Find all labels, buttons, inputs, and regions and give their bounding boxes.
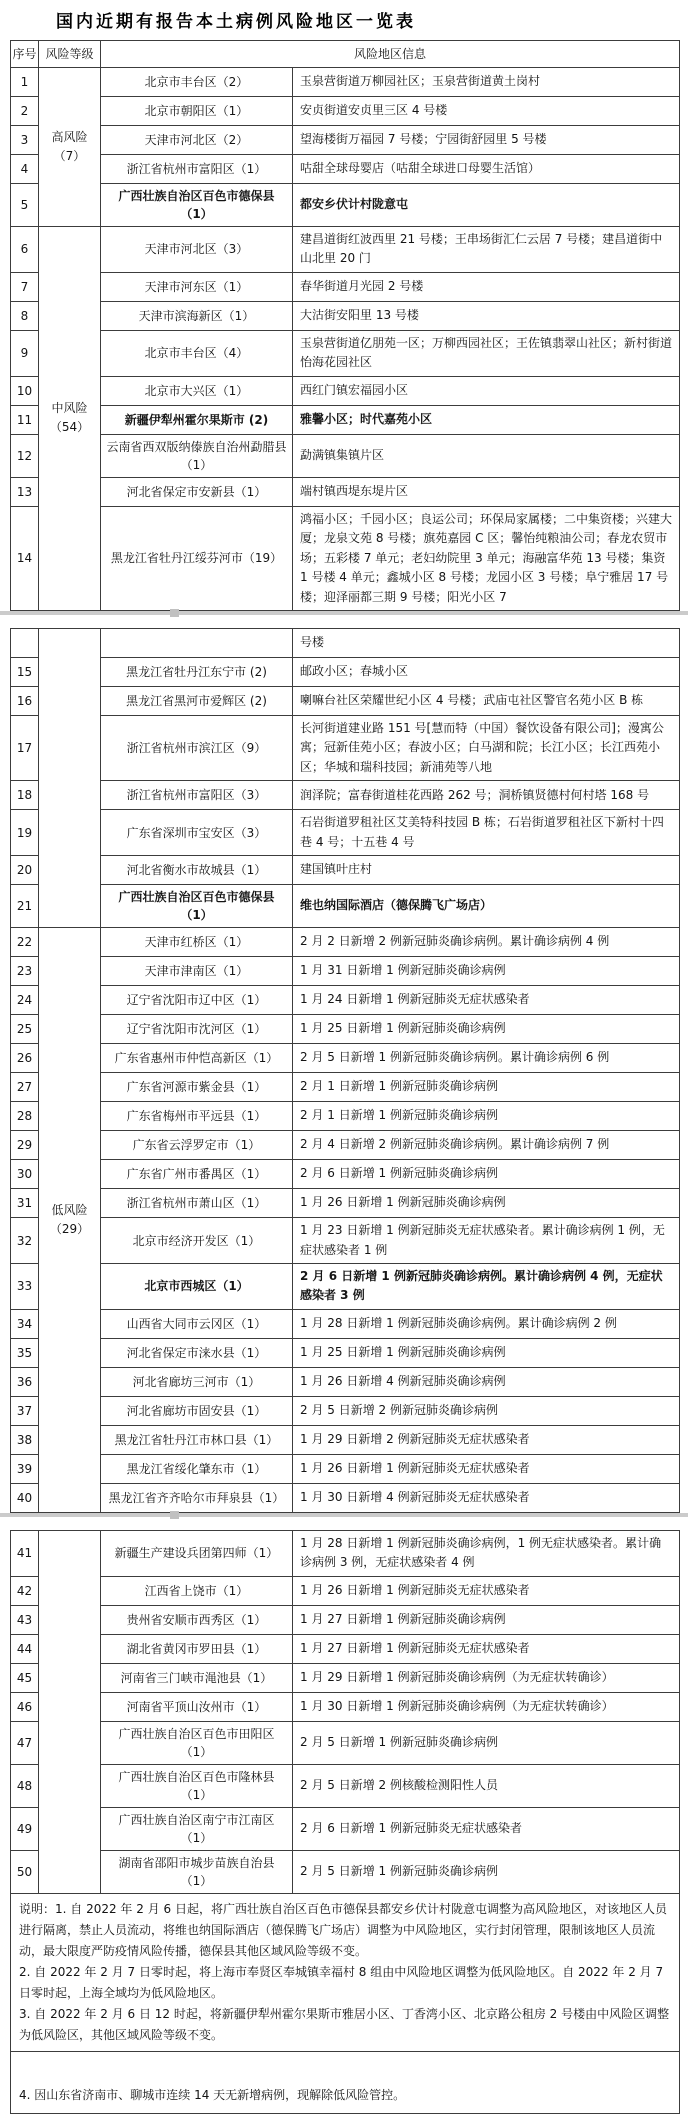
cell-region: 黑龙江省牡丹江市林口县（1） [101,1425,293,1454]
cell-region: 黑龙江省齐齐哈尔市拜泉县（1） [101,1483,293,1512]
cell-region-detail: 2 月 4 日新增 2 例新冠肺炎确诊病例。累计确诊病例 7 例 [293,1131,680,1160]
cell-serial-number: 39 [11,1454,39,1483]
cell-serial-number: 12 [11,434,39,477]
cell-serial-number: 20 [11,856,39,885]
cell-serial-number: 19 [11,810,39,856]
cell-region-detail: 都安乡伏计村陇意屯 [293,184,680,227]
cell-region-detail: 1 月 26 日新增 4 例新冠肺炎确诊病例 [293,1367,680,1396]
cell-region-detail: 号楼 [293,628,680,657]
cell-region-detail: 2 月 5 日新增 1 例新冠肺炎确诊病例 [293,1721,680,1764]
table-row [11,885,680,928]
table-row [11,97,680,126]
cell-region-detail: 1 月 24 日新增 1 例新冠肺炎无症状感染者 [293,986,680,1015]
page-break-band [0,1513,688,1530]
table-row [11,1189,680,1218]
table-row [11,1663,680,1692]
cell-region: 河北省保定市涞水县（1） [101,1338,293,1367]
cell-serial-number: 11 [11,405,39,434]
cell-region: 浙江省杭州市滨江区（9） [101,715,293,780]
table-row [11,1264,680,1310]
table-row [11,1015,680,1044]
cell-serial-number: 45 [11,1663,39,1692]
cell-serial-number: 42 [11,1576,39,1605]
cell-region: 新疆生产建设兵团第四师（1） [101,1530,293,1576]
cell-region-detail: 2 月 5 日新增 1 例新冠肺炎确诊病例 [293,1850,680,1893]
table-row [11,1764,680,1807]
cell-region: 湖北省黄冈市罗田县（1） [101,1634,293,1663]
cell-risk-level: 低风险（29） [39,928,101,1513]
cell-region-detail: 石岩街道罗租社区艾美特科技园 B 栋；石岩街道罗租社区下新村十四巷 4 号；十五巷 4 号 [293,810,680,856]
cell-region: 河北省衡水市故城县（1） [101,856,293,885]
cell-serial-number: 2 [11,97,39,126]
table-row [11,686,680,715]
cell-region: 广西壮族自治区百色市田阳区（1） [101,1721,293,1764]
cell-serial-number: 50 [11,1850,39,1893]
cell-region: 北京市丰台区（4） [101,330,293,376]
header-col-info: 风险地区信息 [101,41,680,68]
table-row [11,1073,680,1102]
table-row [11,1605,680,1634]
cell-region-detail: 1 月 30 日新增 1 例新冠肺炎确诊病例（为无症状转确诊） [293,1692,680,1721]
cell-region-detail: 2 月 6 日新增 1 例新冠肺炎无症状感染者 [293,1807,680,1850]
note-paragraph: 2. 自 2022 年 2 月 7 日零时起，将上海市奉贤区奉城镇幸福村 8 组由中风险地区调整为低风险地区。自 2022 年 2 月 7 日零时起，上海全域均为低风险地区。 [19,1964,664,2000]
cell-serial-number: 17 [11,715,39,780]
cell-serial-number: 16 [11,686,39,715]
cell-region-detail: 1 月 26 日新增 1 例新冠肺炎无症状感染者 [293,1454,680,1483]
table-row [11,301,680,330]
cell-region: 广西壮族自治区百色市隆林县（1） [101,1764,293,1807]
table-row [11,434,680,477]
risk-table-segment [10,1530,680,2114]
cell-region: 广西壮族自治区百色市德保县（1） [101,184,293,227]
cell-region [101,628,293,657]
cell-region: 广东省河源市紫金县（1） [101,1073,293,1102]
cell-region: 黑龙江省牡丹江绥芬河市（19） [101,506,293,610]
cell-region-detail: 1 月 30 日新增 4 例新冠肺炎无症状感染者 [293,1483,680,1512]
cell-serial-number: 26 [11,1044,39,1073]
table-row [11,126,680,155]
cell-region: 辽宁省沈阳市沈河区（1） [101,1015,293,1044]
cell-region-detail: 1 月 27 日新增 1 例新冠肺炎无症状感染者 [293,1634,680,1663]
table-row [11,506,680,610]
cell-serial-number: 23 [11,957,39,986]
table-row [11,272,680,301]
table-row [11,1396,680,1425]
cell-serial-number: 1 [11,68,39,97]
cell-region: 天津市河东区（1） [101,272,293,301]
cell-region: 广东省广州市番禺区（1） [101,1160,293,1189]
cell-region-detail: 勐满镇集镇片区 [293,434,680,477]
cell-serial-number: 22 [11,928,39,957]
cell-region: 河南省平顶山汝州市（1） [101,1692,293,1721]
cell-serial-number: 32 [11,1218,39,1264]
cell-serial-number: 48 [11,1764,39,1807]
cell-serial-number [11,628,39,657]
cell-region-detail: 建国镇叶庄村 [293,856,680,885]
table-row [11,986,680,1015]
cell-serial-number: 37 [11,1396,39,1425]
cell-region: 江西省上饶市（1） [101,1576,293,1605]
header-row [11,41,680,68]
table-row [11,376,680,405]
cell-region-detail: 咕甜全球母婴店（咕甜全球进口母婴生活馆） [293,155,680,184]
cell-region: 河北省保定市安新县（1） [101,477,293,506]
cell-region: 北京市朝阳区（1） [101,97,293,126]
table-row [11,227,680,273]
cell-region-detail: 1 月 25 日新增 1 例新冠肺炎确诊病例 [293,1015,680,1044]
page-title: 国内近期有报告本土病例风险地区一览表 [56,12,416,32]
table-row [11,856,680,885]
cell-serial-number: 9 [11,330,39,376]
cell-region-detail: 西红门镇宏福园小区 [293,376,680,405]
cell-region-detail: 1 月 28 日新增 1 例新冠肺炎确诊病例。累计确诊病例 2 例 [293,1309,680,1338]
table-row [11,330,680,376]
cell-region: 浙江省杭州市萧山区（1） [101,1189,293,1218]
cell-serial-number: 36 [11,1367,39,1396]
cell-region-detail: 2 月 6 日新增 1 例新冠肺炎确诊病例 [293,1160,680,1189]
cell-region: 黑龙江省黑河市爱辉区 (2) [101,686,293,715]
cell-region-detail: 1 月 29 日新增 2 例新冠肺炎无症状感染者 [293,1425,680,1454]
cell-region-detail: 1 月 23 日新增 1 例新冠肺炎无症状感染者。累计确诊病例 1 例，无症状感染者 1 例 [293,1218,680,1264]
cell-serial-number: 29 [11,1131,39,1160]
cell-serial-number: 3 [11,126,39,155]
cell-region-detail: 邮政小区；春城小区 [293,657,680,686]
cell-serial-number: 4 [11,155,39,184]
cell-risk-level: 高风险（7） [39,68,101,227]
cell-serial-number: 13 [11,477,39,506]
cell-serial-number: 10 [11,376,39,405]
cell-serial-number: 47 [11,1721,39,1764]
cell-region-detail: 2 月 1 日新增 1 例新冠肺炎确诊病例 [293,1102,680,1131]
cell-region-detail: 玉泉营街道万柳园社区；玉泉营街道黄土岗村 [293,68,680,97]
cell-region-detail: 长河街道建业路 151 号[慧而特（中国）餐饮设备有限公司]；漫寓公寓；冠新佳苑小区；春波小区；白马湖和院；长江小区；长江西苑小区；华城和瑞科技园；新浦苑等八地 [293,715,680,780]
cell-region-detail: 安贞街道安贞里三区 4 号楼 [293,97,680,126]
table-row [11,68,680,97]
cell-region-detail: 2 月 5 日新增 1 例新冠肺炎确诊病例。累计确诊病例 6 例 [293,1044,680,1073]
table-row [11,1576,680,1605]
cell-serial-number: 28 [11,1102,39,1131]
cell-region: 河北省廊坊市固安县（1） [101,1396,293,1425]
cell-region-detail: 建昌道街红波西里 21 号楼；王串场街汇仁云居 7 号楼；建昌道街中山北里 20 门 [293,227,680,273]
cell-region: 云南省西双版纳傣族自治州勐腊县（1） [101,434,293,477]
cell-serial-number: 34 [11,1309,39,1338]
footer-note-cell: 4. 因山东省济南市、聊城市连续 14 天无新增病例，现解除低风险管控。 [11,2051,680,2113]
cell-region-detail: 2 月 6 日新增 1 例新冠肺炎确诊病例。累计确诊病例 4 例，无症状感染者 3 例 [293,1264,680,1310]
table-row [11,628,680,657]
cell-region-detail: 大沽街安阳里 13 号楼 [293,301,680,330]
cell-region-detail: 2 月 1 日新增 1 例新冠肺炎确诊病例 [293,1073,680,1102]
note-paragraph: 说明：1. 自 2022 年 2 月 6 日起，将广西壮族自治区百色市德保县都安乡伏计村陇意屯调整为高风险地区，对该地区人员进行隔离，禁止人员流动，将维也纳国际酒店（德保腾飞广场店）调整为中风险地区，实行封闭管理，限制该地区人员流动，最大限度严防疫情风险传播，德保县其他区域风险等级不变。 [19,1901,667,1958]
cell-serial-number: 46 [11,1692,39,1721]
table-row [11,1160,680,1189]
risk-table-segment [10,628,680,1513]
table-row [11,1634,680,1663]
table-row [11,184,680,227]
cell-serial-number: 14 [11,506,39,610]
cell-serial-number: 40 [11,1483,39,1512]
cell-region-detail: 2 月 5 日新增 2 例新冠肺炎确诊病例 [293,1396,680,1425]
cell-region: 河北省廊坊三河市（1） [101,1367,293,1396]
cell-region: 北京市西城区（1） [101,1264,293,1310]
cell-region-detail: 1 月 31 日新增 1 例新冠肺炎确诊病例 [293,957,680,986]
cell-serial-number: 43 [11,1605,39,1634]
cell-risk-level [39,628,101,927]
cell-risk-level [39,1530,101,1893]
table-row [11,1692,680,1721]
cell-region: 天津市津南区（1） [101,957,293,986]
cell-serial-number: 27 [11,1073,39,1102]
cell-region: 北京市经济开发区（1） [101,1218,293,1264]
table-row [11,1044,680,1073]
cell-region-detail: 玉泉营街道亿朋苑一区；万柳西园社区；王佐镇翡翠山社区；新村街道怡海花园社区 [293,330,680,376]
cell-serial-number: 6 [11,227,39,273]
cell-region-detail: 润泽院；富春街道桂花西路 262 号；洞桥镇贤德村何村塔 168 号 [293,781,680,810]
cell-region: 广西壮族自治区百色市德保县（1） [101,885,293,928]
cell-region-detail: 1 月 29 日新增 1 例新冠肺炎确诊病例（为无症状转确诊） [293,1663,680,1692]
table-row [11,405,680,434]
cell-serial-number: 49 [11,1807,39,1850]
table-row [11,715,680,780]
cell-region-detail: 鸿福小区；千园小区；良运公司；环保局家属楼；二中集资楼；兴建大厦；龙泉文苑 8 号楼；旗苑嘉园 C 区；馨怡纯粮油公司；春龙农贸市场；五彩楼 7 单元；老妇幼院里 3 单元；海融富华苑 13 号楼；集资 1 号楼 4 单元；鑫城小区 8 号楼；龙园小区 3 号楼；阜宁雅居 17 号楼；迎泽丽都三期 9 号楼；阳光小区 7 [293,506,680,610]
table-row [11,1367,680,1396]
cell-region: 天津市滨海新区（1） [101,301,293,330]
table-row [11,477,680,506]
cell-region: 天津市河北区（3） [101,227,293,273]
cell-region: 天津市红桥区（1） [101,928,293,957]
cell-region-detail: 1 月 26 日新增 1 例新冠肺炎确诊病例 [293,1189,680,1218]
risk-area-table [0,40,688,2114]
table-row [11,781,680,810]
cell-region-detail: 雅馨小区；时代嘉苑小区 [293,405,680,434]
header-col-no: 序号 [11,41,39,68]
cell-region: 山西省大同市云冈区（1） [101,1309,293,1338]
footer-note-row [11,2051,680,2113]
table-row [11,1454,680,1483]
table-row [11,1102,680,1131]
cell-serial-number: 18 [11,781,39,810]
cell-serial-number: 8 [11,301,39,330]
table-row [11,1721,680,1764]
cell-risk-level: 中风险（54） [39,227,101,611]
risk-table-segment [10,40,680,611]
cell-region: 浙江省杭州市富阳区（1） [101,155,293,184]
cell-region: 贵州省安顺市西秀区（1） [101,1605,293,1634]
table-row [11,1131,680,1160]
page-break-band [0,611,688,628]
cell-serial-number: 7 [11,272,39,301]
cell-region: 新疆伊犁州霍尔果斯市 (2) [101,405,293,434]
cell-serial-number: 38 [11,1425,39,1454]
cell-region-detail: 春华街道月光园 2 号楼 [293,272,680,301]
table-row [11,657,680,686]
cell-region: 浙江省杭州市富阳区（3） [101,781,293,810]
cell-region-detail: 喇嘛台社区荣耀世纪小区 4 号楼；武庙屯社区警官名苑小区 B 栋 [293,686,680,715]
cell-serial-number: 44 [11,1634,39,1663]
cell-region-detail: 2 月 5 日新增 2 例核酸检测阳性人员 [293,1764,680,1807]
cell-region: 天津市河北区（2） [101,126,293,155]
cell-region-detail: 维也纳国际酒店（德保腾飞广场店） [293,885,680,928]
cell-serial-number: 41 [11,1530,39,1576]
cell-region: 广东省梅州市平远县（1） [101,1102,293,1131]
cell-region: 广东省云浮罗定市（1） [101,1131,293,1160]
cell-region-detail: 端村镇西堤东堤片区 [293,477,680,506]
cell-region: 黑龙江省绥化肇东市（1） [101,1454,293,1483]
table-row [11,957,680,986]
table-row [11,1425,680,1454]
cell-region-detail: 2 月 2 日新增 2 例新冠肺炎确诊病例。累计确诊病例 4 例 [293,928,680,957]
cell-serial-number: 15 [11,657,39,686]
cell-region: 辽宁省沈阳市辽中区（1） [101,986,293,1015]
cell-serial-number: 33 [11,1264,39,1310]
table-row [11,1218,680,1264]
cell-region: 北京市大兴区（1） [101,376,293,405]
cell-serial-number: 25 [11,1015,39,1044]
cell-region: 广西壮族自治区南宁市江南区（1） [101,1807,293,1850]
cell-serial-number: 21 [11,885,39,928]
table-row [11,1807,680,1850]
header-col-risk: 风险等级 [39,41,101,68]
notes-row [11,1893,680,2051]
cell-region: 广东省惠州市仲恺高新区（1） [101,1044,293,1073]
cell-region-detail: 1 月 26 日新增 1 例新冠肺炎无症状感染者 [293,1576,680,1605]
notes-cell [11,1893,680,2051]
cell-serial-number: 5 [11,184,39,227]
cell-region: 湖南省邵阳市城步苗族自治县（1） [101,1850,293,1893]
cell-serial-number: 30 [11,1160,39,1189]
cell-region-detail: 1 月 28 日新增 1 例新冠肺炎确诊病例，1 例无症状感染者。累计确诊病例 3 例，无症状感染者 4 例 [293,1530,680,1576]
table-row [11,1530,680,1576]
cell-region-detail: 望海楼街万福园 7 号楼；宁园街舒园里 5 号楼 [293,126,680,155]
cell-serial-number: 31 [11,1189,39,1218]
cell-region-detail: 1 月 27 日新增 1 例新冠肺炎确诊病例 [293,1605,680,1634]
cell-region: 广东省深圳市宝安区（3） [101,810,293,856]
table-row [11,928,680,957]
table-row [11,1483,680,1512]
table-row [11,1309,680,1338]
cell-region: 河南省三门峡市渑池县（1） [101,1663,293,1692]
note-paragraph: 3. 自 2022 年 2 月 6 日 12 时起，将新疆伊犁州霍尔果斯市雅居小区、丁香湾小区、北京路公租房 2 号楼由中风险区调整为低风险区，其他区域风险等级不变。 [19,2006,670,2042]
table-row [11,155,680,184]
cell-serial-number: 24 [11,986,39,1015]
cell-serial-number: 35 [11,1338,39,1367]
cell-region: 北京市丰台区（2） [101,68,293,97]
table-row [11,1338,680,1367]
table-row [11,810,680,856]
cell-region: 黑龙江省牡丹江东宁市 (2) [101,657,293,686]
cell-region-detail: 1 月 25 日新增 1 例新冠肺炎确诊病例 [293,1338,680,1367]
